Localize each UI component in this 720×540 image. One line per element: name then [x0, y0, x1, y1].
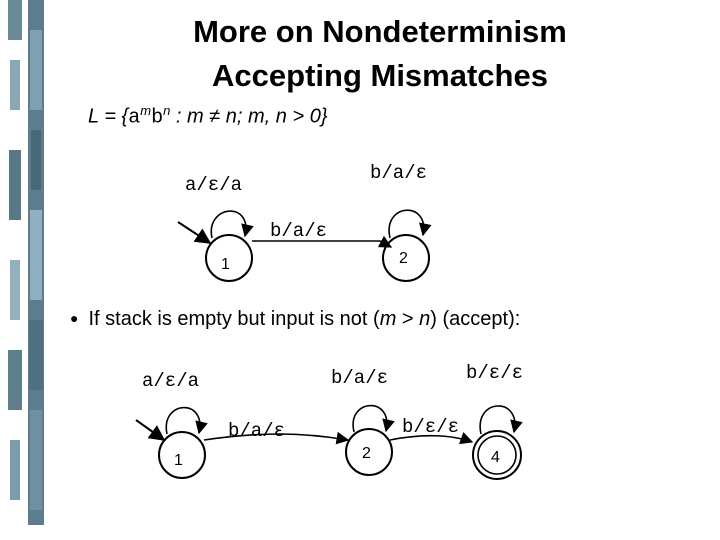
- bullet-text-after: ) (accept):: [430, 308, 521, 330]
- bullet-glyph: ●: [70, 310, 79, 326]
- edge12-label: b/a/ε: [228, 420, 286, 442]
- loop-arrow-1: [166, 408, 200, 434]
- bullet-text-before: If stack is empty but input is not (: [88, 308, 380, 330]
- bullet-m: m: [379, 308, 397, 330]
- lang-a: a: [128, 106, 141, 130]
- slide-title-line1: More on Nondeterminism: [193, 14, 567, 49]
- state-2: [346, 429, 392, 475]
- edge24-label: b/ε/ε: [402, 416, 460, 438]
- loop1-label: a/ε/a: [185, 174, 243, 196]
- slide-title-line2: Accepting Mismatches: [212, 58, 548, 93]
- loop4-label: b/ε/ε: [466, 362, 524, 384]
- lang-b: b: [151, 106, 164, 130]
- state-1-label: 1: [221, 256, 230, 273]
- lang-condition: : m ≠ n; m, n > 0}: [170, 105, 328, 128]
- lang-n: n: [163, 103, 171, 118]
- state-4-label: 4: [491, 449, 500, 466]
- lang-prefix: L = {: [88, 105, 129, 128]
- start-arrow: [136, 420, 164, 440]
- state-4-accepting: [473, 431, 521, 479]
- loop-arrow-4: [480, 406, 515, 434]
- state-2-label: 2: [399, 250, 408, 267]
- state-1-label: 1: [174, 452, 183, 469]
- lang-m: m: [140, 103, 152, 118]
- bullet-n: n: [419, 308, 431, 330]
- state-2-label: 2: [362, 445, 371, 462]
- state-1: [159, 432, 205, 478]
- edge12-label: b/a/ε: [270, 220, 328, 242]
- loop1-label: a/ε/a: [142, 370, 200, 392]
- loop2-label: b/a/ε: [370, 162, 428, 184]
- bullet-gt: >: [396, 308, 420, 330]
- loop2-label: b/a/ε: [331, 367, 389, 389]
